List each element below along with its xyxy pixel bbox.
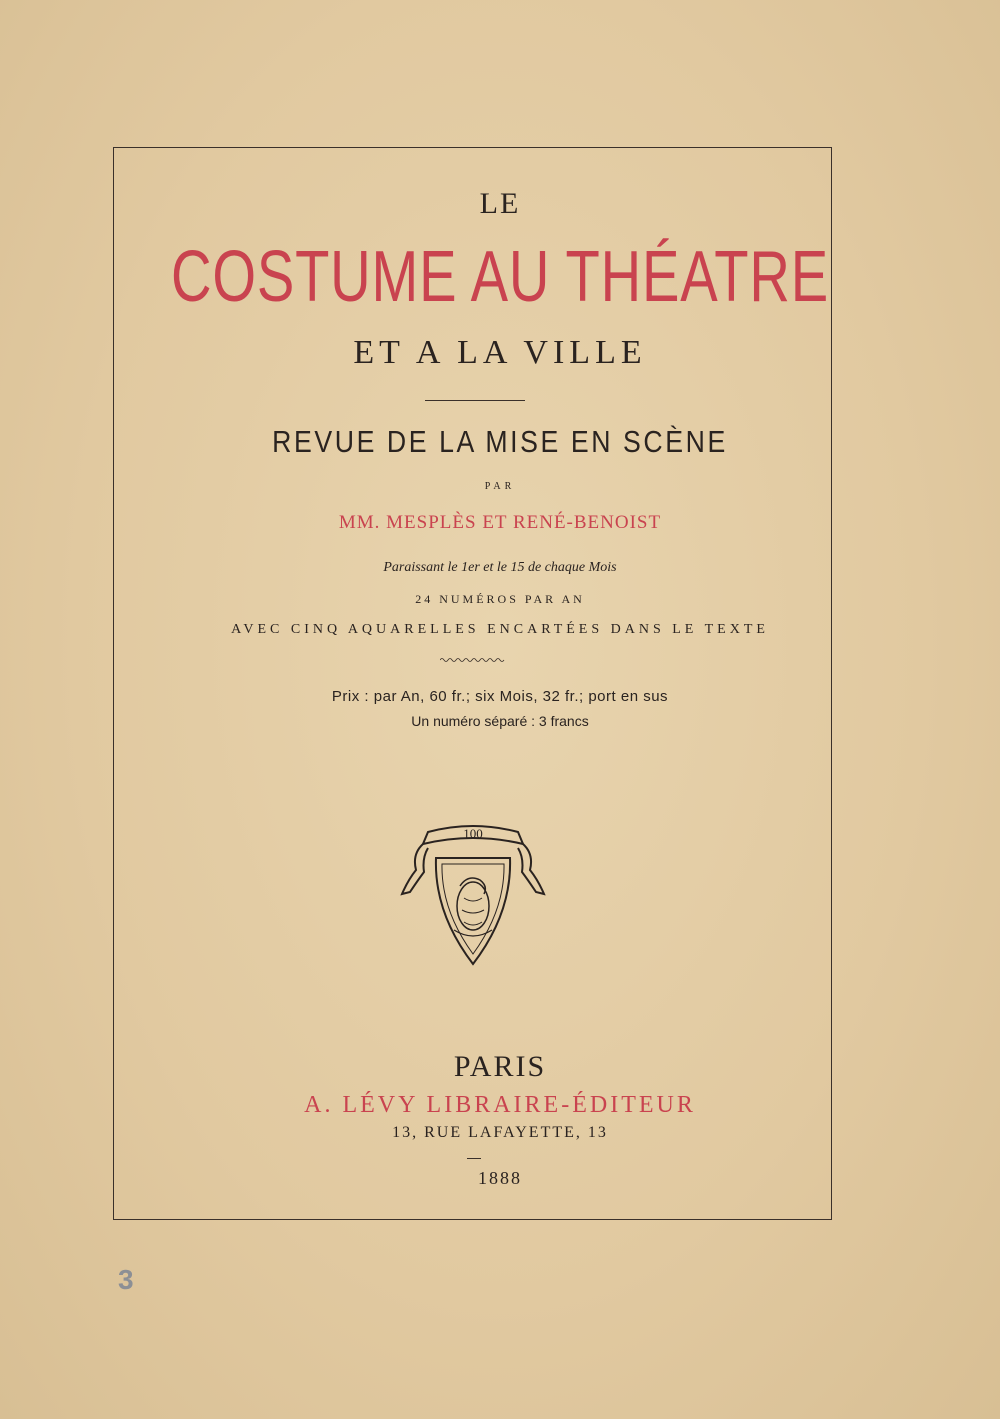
wavy-divider: [440, 657, 505, 663]
publication-year: 1888: [478, 1168, 522, 1188]
short-rule: [467, 1158, 481, 1159]
city: PARIS: [453, 1050, 547, 1083]
publisher: A. LÉVY LIBRAIRE-ÉDITEUR: [304, 1092, 696, 1118]
emblem-ribbon-text: 100: [463, 826, 483, 841]
watercolors-note: AVEC CINQ AQUARELLES ENCARTÉES DANS LE TEXTE: [231, 622, 769, 637]
issues-per-year: 24 NUMÉROS PAR AN: [415, 592, 585, 606]
subscription-price: Prix : par An, 60 fr.; six Mois, 32 fr.; port en sus: [331, 688, 669, 705]
revue-heading: REVUE DE LA MISE EN SCÈNE: [272, 424, 728, 459]
publisher-emblem: [398, 818, 548, 968]
stamp-number: 3: [118, 1264, 134, 1295]
main-title: COSTUME AU THÉATRE: [171, 237, 829, 317]
subtitle: ET A LA VILLE: [353, 334, 647, 371]
par-label: PAR: [484, 481, 516, 492]
single-issue-price: Un numéro séparé : 3 francs: [411, 713, 589, 729]
authors: MM. MESPLÈS ET RENÉ-BENOIST: [338, 512, 662, 533]
divider-rule: [425, 400, 525, 401]
publication-frequency: Paraissant le 1er et le 15 de chaque Mois: [383, 560, 617, 575]
title-le: LE: [479, 187, 521, 220]
address: 13, RUE LAFAYETTE, 13: [392, 1124, 608, 1141]
